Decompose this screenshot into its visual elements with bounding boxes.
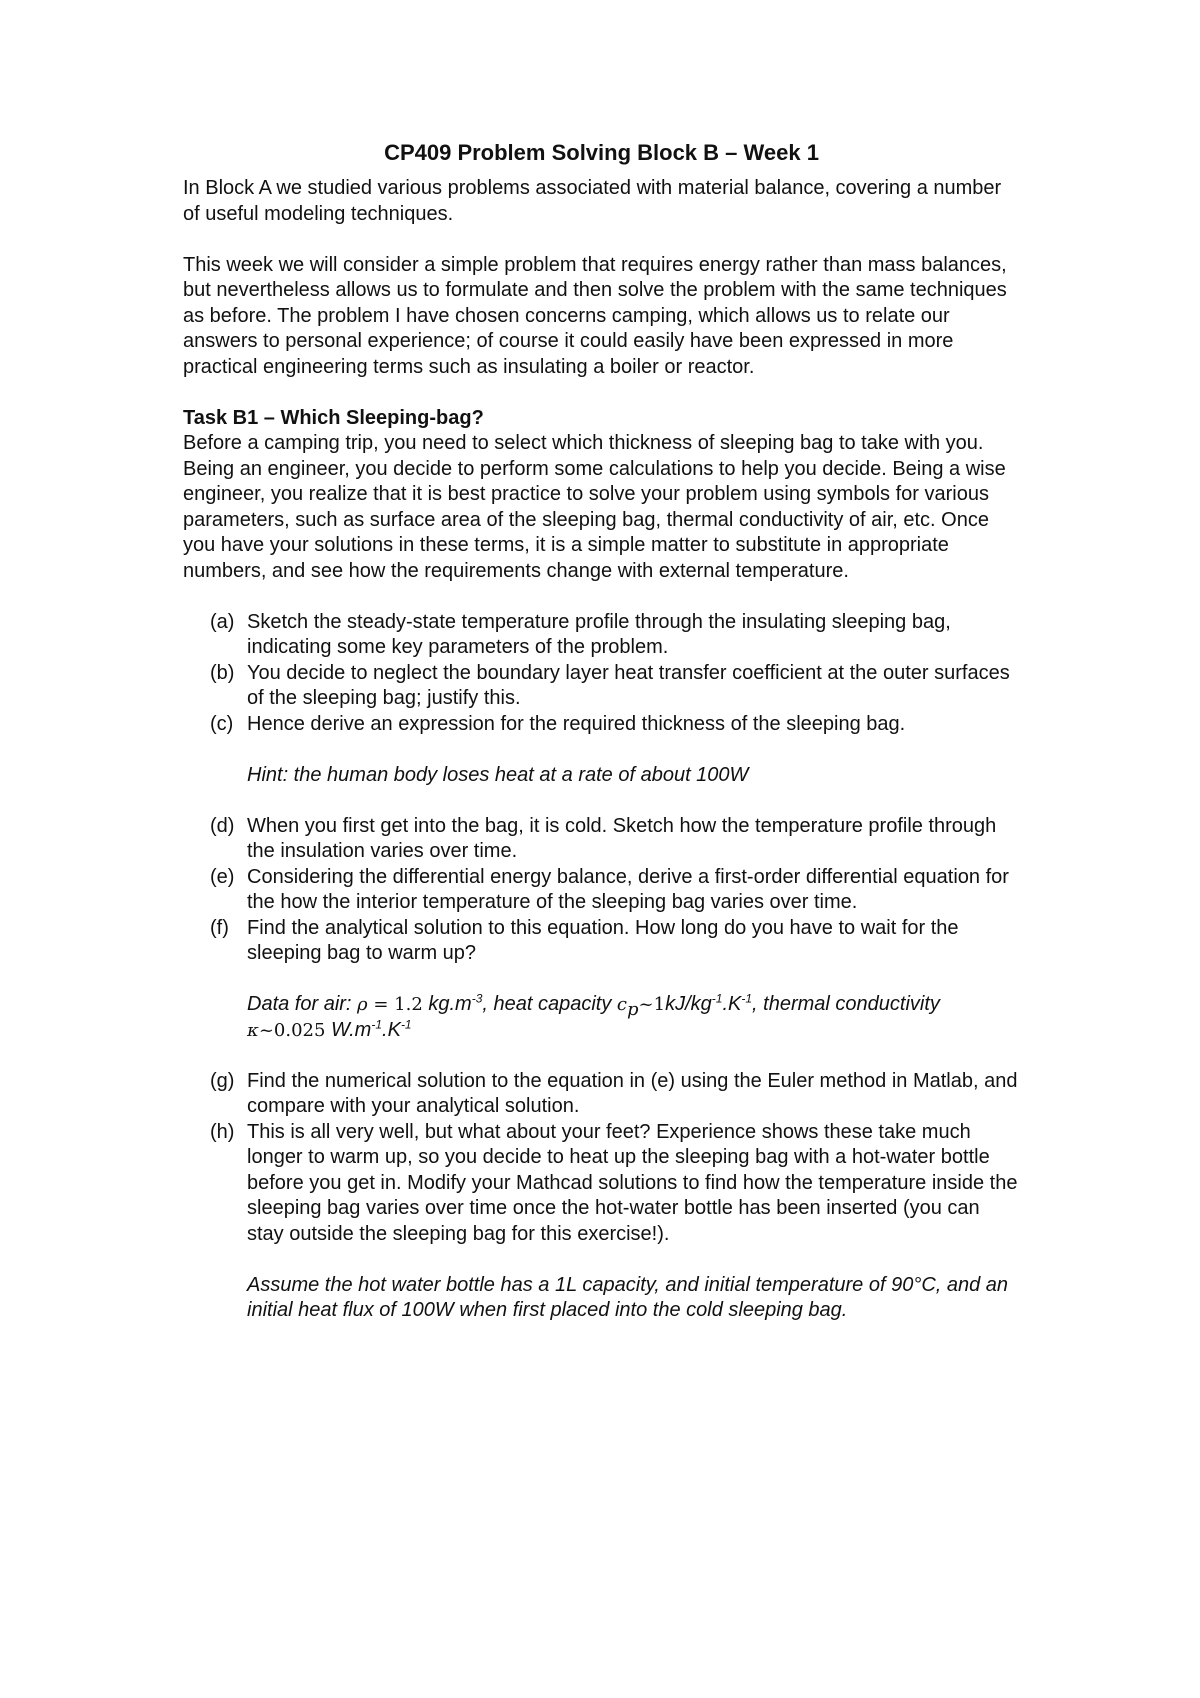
list-item-marker: (e) [210, 865, 235, 888]
list-item [183, 1120, 1020, 1248]
list-item [183, 712, 1020, 738]
hint-text: Hint: the human body loses heat at a rate of about 100W [247, 763, 749, 786]
list-item-marker: (c) [210, 712, 234, 735]
list-item-marker: (f) [210, 916, 229, 939]
cp-subscript: p [627, 999, 639, 1020]
cp-approx: ~ [638, 994, 654, 1015]
list-item [183, 1069, 1020, 1120]
rho-unit: kg.m [422, 993, 472, 1015]
list-item [183, 865, 1020, 916]
k-unit-2: .K [382, 1018, 401, 1041]
rho-value: 1.2 [394, 994, 423, 1015]
assumption-text: Assume the hot water bottle has a 1L capacity, and initial temperature of 90°C, and an initial heat flux of 100W when first placed into the cold sleeping bag. [247, 1273, 1009, 1321]
question-list-3 [183, 1069, 1020, 1248]
list-item [183, 916, 1020, 967]
list-item-text: When you first get into the bag, it is cold. Sketch how the temperature profile through the insulation varies over time. [247, 814, 997, 862]
cp-label: , heat capacity [482, 993, 617, 1015]
cp-value: 1 [653, 994, 666, 1015]
k-approx: ~ [258, 1019, 274, 1041]
list-item-marker: (b) [210, 661, 235, 684]
rho-exponent: -3 [471, 991, 483, 1006]
kappa-symbol: κ [247, 1019, 259, 1041]
list-item-text: Find the analytical solution to this equation. How long do you have to wait for the sleeping bag to warm up? [247, 916, 959, 964]
list-item [183, 610, 1020, 661]
list-item-text: Sketch the steady-state temperature profile through the insulating sleeping bag, indicating some key parameters of the problem. [247, 610, 951, 658]
list-item-marker: (d) [210, 814, 235, 837]
k-unit: W.m [325, 1018, 372, 1041]
k-exponent-2: -1 [400, 1016, 412, 1031]
k-exponent-1: -1 [371, 1016, 383, 1031]
cp-unit: kJ/kg [665, 993, 712, 1015]
list-item [183, 661, 1020, 712]
intro-paragraph-2: This week we will consider a simple problem that requires energy rather than mass balances, but nevertheless allows us to formulate and then solve the problem with the same techniques as before. The problem I have chosen concerns camping, which allows us to relate our answers to personal experience; of course it could easily have been expressed in more practical engineering terms such as insulating a boiler or reactor. [183, 253, 1007, 378]
cp-exponent-2: -1 [741, 991, 753, 1006]
rho-symbol: ρ [357, 994, 368, 1015]
list-item-text: Considering the differential energy balance, derive a first-order differential equation for the how the interior temperature of the sleeping bag varies over time. [247, 865, 1009, 913]
cp-unit-2: .K [722, 993, 742, 1015]
air-data-prefix: Data for air: [247, 993, 358, 1015]
list-item-text: Find the numerical solution to the equation in (e) using the Euler method in Matlab, and compare with your analytical solution. [247, 1069, 1018, 1117]
question-list-2 [183, 814, 1020, 967]
list-item-text: Hence derive an expression for the required thickness of the sleeping bag. [247, 712, 906, 735]
k-label: , thermal conductivity [752, 993, 940, 1015]
task-heading: Task B1 – Which Sleeping-bag? [183, 406, 484, 429]
task-description: Before a camping trip, you need to select which thickness of sleeping bag to take with you. Being an engineer, you decide to perform some calculations to help you decide. Being a wise engineer, you realize that it is best practice to solve your problem using symbols for various parameters, such as surface area of the sleeping bag, thermal conductivity of air, etc. Once you have your solutions in these terms, it is a simple matter to substitute in appropriate numbers, and see how the requirements change with external temperature. [183, 432, 1006, 582]
list-item-marker: (a) [210, 610, 235, 633]
rho-equals: = [367, 994, 395, 1015]
list-item-marker: (h) [210, 1120, 235, 1143]
list-item-text: You decide to neglect the boundary layer heat transfer coefficient at the outer surfaces of the sleeping bag; justify this. [247, 661, 1010, 709]
cp-symbol: c [616, 994, 628, 1015]
air-data-text [183, 992, 1020, 1043]
cp-exponent-1: -1 [711, 991, 723, 1006]
list-item-text: This is all very well, but what about your feet? Experience shows these take much longer to warm up, so you decide to heat up the sleeping bag with a hot-water bottle before you get in. Modify your Mathcad solutions to find how the temperature inside the sleeping bag varies over time once the hot-water bottle has been inserted (you can stay outside the sleeping bag for this exercise!). [247, 1120, 1018, 1245]
question-list-1 [183, 610, 1020, 738]
k-value: 0.025 [273, 1019, 326, 1041]
list-item-marker: (g) [210, 1069, 235, 1092]
list-item [183, 814, 1020, 865]
page-title: CP409 Problem Solving Block B – Week 1 [384, 140, 819, 165]
intro-paragraph-1: In Block A we studied various problems associated with material balance, covering a number of useful modeling techniques. [183, 177, 1002, 225]
